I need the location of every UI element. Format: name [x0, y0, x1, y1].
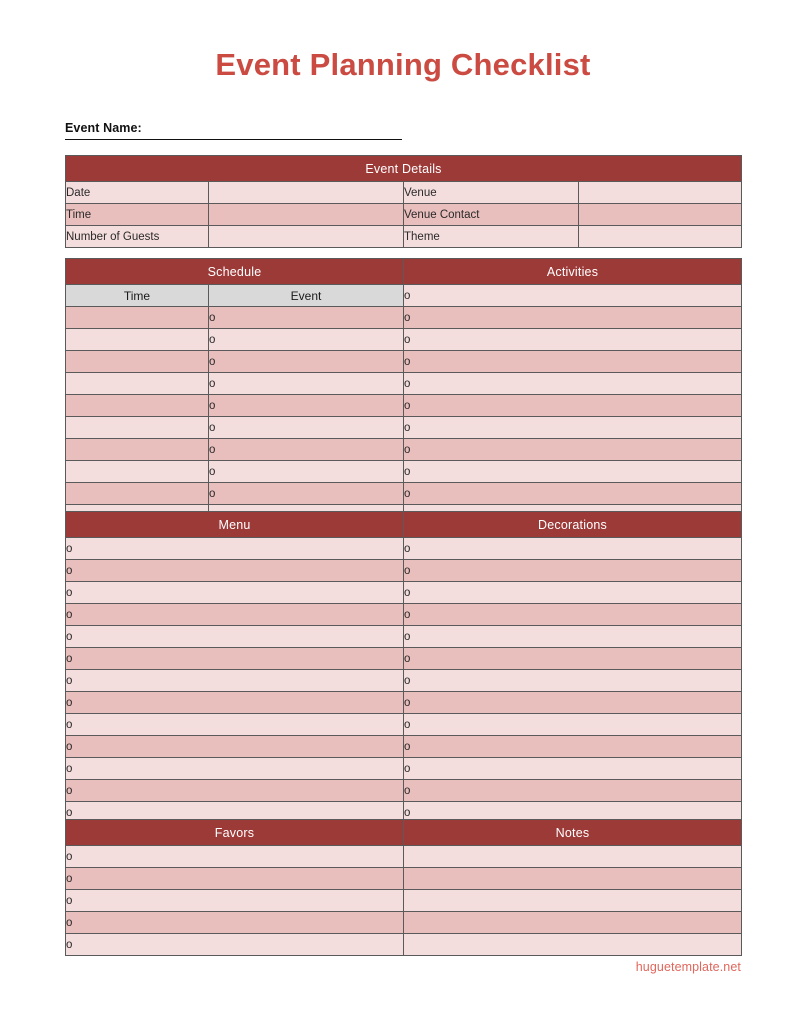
table-row [66, 626, 742, 648]
favors-item[interactable] [66, 934, 404, 956]
activities-item[interactable] [404, 417, 742, 439]
input-venue-contact[interactable] [579, 204, 742, 226]
label-time: Time [66, 204, 209, 226]
schedule-time-input[interactable] [66, 483, 209, 505]
activities-item[interactable] [404, 307, 742, 329]
activities-item[interactable] [404, 395, 742, 417]
table-header-row [66, 820, 742, 846]
favors-item[interactable] [66, 868, 404, 890]
decoration-item[interactable] [404, 714, 742, 736]
notes-item[interactable] [404, 934, 742, 956]
menu-item[interactable] [66, 648, 404, 670]
table-row [66, 395, 742, 417]
menu-item[interactable] [66, 626, 404, 648]
schedule-time-input[interactable] [66, 351, 209, 373]
schedule-event-input[interactable] [209, 461, 404, 483]
table-subheader-row [66, 285, 742, 307]
schedule-time-input[interactable] [66, 461, 209, 483]
schedule-event-input[interactable] [209, 307, 404, 329]
decoration-item[interactable] [404, 780, 742, 802]
menu-item[interactable] [66, 714, 404, 736]
table-row [66, 373, 742, 395]
table-row [66, 780, 742, 802]
notes-item[interactable] [404, 890, 742, 912]
table-header-row [66, 512, 742, 538]
schedule-time-input[interactable] [66, 329, 209, 351]
input-time[interactable] [209, 204, 404, 226]
table-header-row [66, 259, 742, 285]
activities-item[interactable] [404, 439, 742, 461]
menu-item[interactable] [66, 736, 404, 758]
favors-item[interactable] [66, 912, 404, 934]
activities-item[interactable] [404, 285, 742, 307]
menu-item[interactable] [66, 538, 404, 560]
notes-item[interactable] [404, 912, 742, 934]
schedule-event-input[interactable] [209, 417, 404, 439]
menu-decorations-table [65, 511, 742, 846]
menu-item[interactable] [66, 582, 404, 604]
label-date: Date [66, 182, 209, 204]
schedule-event-input[interactable] [209, 329, 404, 351]
schedule-time-input[interactable] [66, 395, 209, 417]
table-row [66, 714, 742, 736]
table-row [66, 890, 742, 912]
decoration-item[interactable] [404, 648, 742, 670]
table-row [66, 182, 742, 204]
favors-notes-table [65, 819, 742, 956]
event-name-label: Event Name: [65, 121, 142, 135]
schedule-time-input[interactable] [66, 417, 209, 439]
schedule-time-input[interactable] [66, 307, 209, 329]
menu-item[interactable] [66, 604, 404, 626]
schedule-time-input[interactable] [66, 373, 209, 395]
notes-item[interactable] [404, 846, 742, 868]
table-row [66, 648, 742, 670]
table-row [66, 582, 742, 604]
table-row [66, 204, 742, 226]
event-details-table [65, 155, 742, 248]
activities-item[interactable] [404, 351, 742, 373]
table-header-row [66, 156, 742, 182]
decoration-item[interactable] [404, 626, 742, 648]
table-row [66, 692, 742, 714]
table-row [66, 461, 742, 483]
table-row [66, 846, 742, 868]
schedule-event-input[interactable] [209, 439, 404, 461]
table-row [66, 868, 742, 890]
input-venue[interactable] [579, 182, 742, 204]
notes-heading: Notes [404, 820, 742, 846]
schedule-col-time: Time [66, 285, 209, 307]
decoration-item[interactable] [404, 538, 742, 560]
decoration-item[interactable] [404, 758, 742, 780]
schedule-time-input[interactable] [66, 439, 209, 461]
activities-heading: Activities [404, 259, 742, 285]
table-row [66, 670, 742, 692]
decoration-item[interactable] [404, 670, 742, 692]
menu-item[interactable] [66, 780, 404, 802]
event-name-field[interactable] [65, 119, 402, 140]
table-row [66, 483, 742, 505]
activities-item[interactable] [404, 483, 742, 505]
activities-item[interactable] [404, 373, 742, 395]
table-row [66, 538, 742, 560]
label-theme: Theme [404, 226, 579, 248]
event-details-heading: Event Details [66, 156, 742, 182]
table-row [66, 560, 742, 582]
label-number-of-guests: Number of Guests [66, 226, 209, 248]
footer-watermark: huguetemplate.net [635, 960, 741, 974]
schedule-col-event: Event [209, 285, 404, 307]
menu-item[interactable] [66, 670, 404, 692]
input-number-of-guests[interactable] [209, 226, 404, 248]
table-row [66, 758, 742, 780]
schedule-event-input[interactable] [209, 395, 404, 417]
table-row [66, 226, 742, 248]
schedule-activities-table [65, 258, 742, 527]
page-title: Event Planning Checklist [215, 47, 591, 82]
table-row [66, 307, 742, 329]
activities-item[interactable] [404, 329, 742, 351]
menu-heading: Menu [66, 512, 404, 538]
schedule-event-input[interactable] [209, 373, 404, 395]
decoration-item[interactable] [404, 560, 742, 582]
table-row [66, 736, 742, 758]
favors-heading: Favors [66, 820, 404, 846]
decoration-item[interactable] [404, 604, 742, 626]
table-row [66, 439, 742, 461]
label-venue: Venue [404, 182, 579, 204]
table-row [66, 934, 742, 956]
schedule-event-input[interactable] [209, 351, 404, 373]
schedule-event-input[interactable] [209, 483, 404, 505]
decorations-heading: Decorations [404, 512, 742, 538]
table-row [66, 329, 742, 351]
menu-item[interactable] [66, 560, 404, 582]
table-row [66, 912, 742, 934]
input-theme[interactable] [579, 226, 742, 248]
table-row [66, 351, 742, 373]
table-row [66, 604, 742, 626]
decoration-item[interactable] [404, 736, 742, 758]
input-date[interactable] [209, 182, 404, 204]
favors-item[interactable] [66, 890, 404, 912]
table-row [66, 417, 742, 439]
decoration-item[interactable] [404, 582, 742, 604]
decoration-item[interactable] [404, 692, 742, 714]
label-venue-contact: Venue Contact [404, 204, 579, 226]
schedule-heading: Schedule [66, 259, 404, 285]
activities-item[interactable] [404, 461, 742, 483]
notes-item[interactable] [404, 868, 742, 890]
favors-item[interactable] [66, 846, 404, 868]
menu-item[interactable] [66, 692, 404, 714]
menu-item[interactable] [66, 758, 404, 780]
